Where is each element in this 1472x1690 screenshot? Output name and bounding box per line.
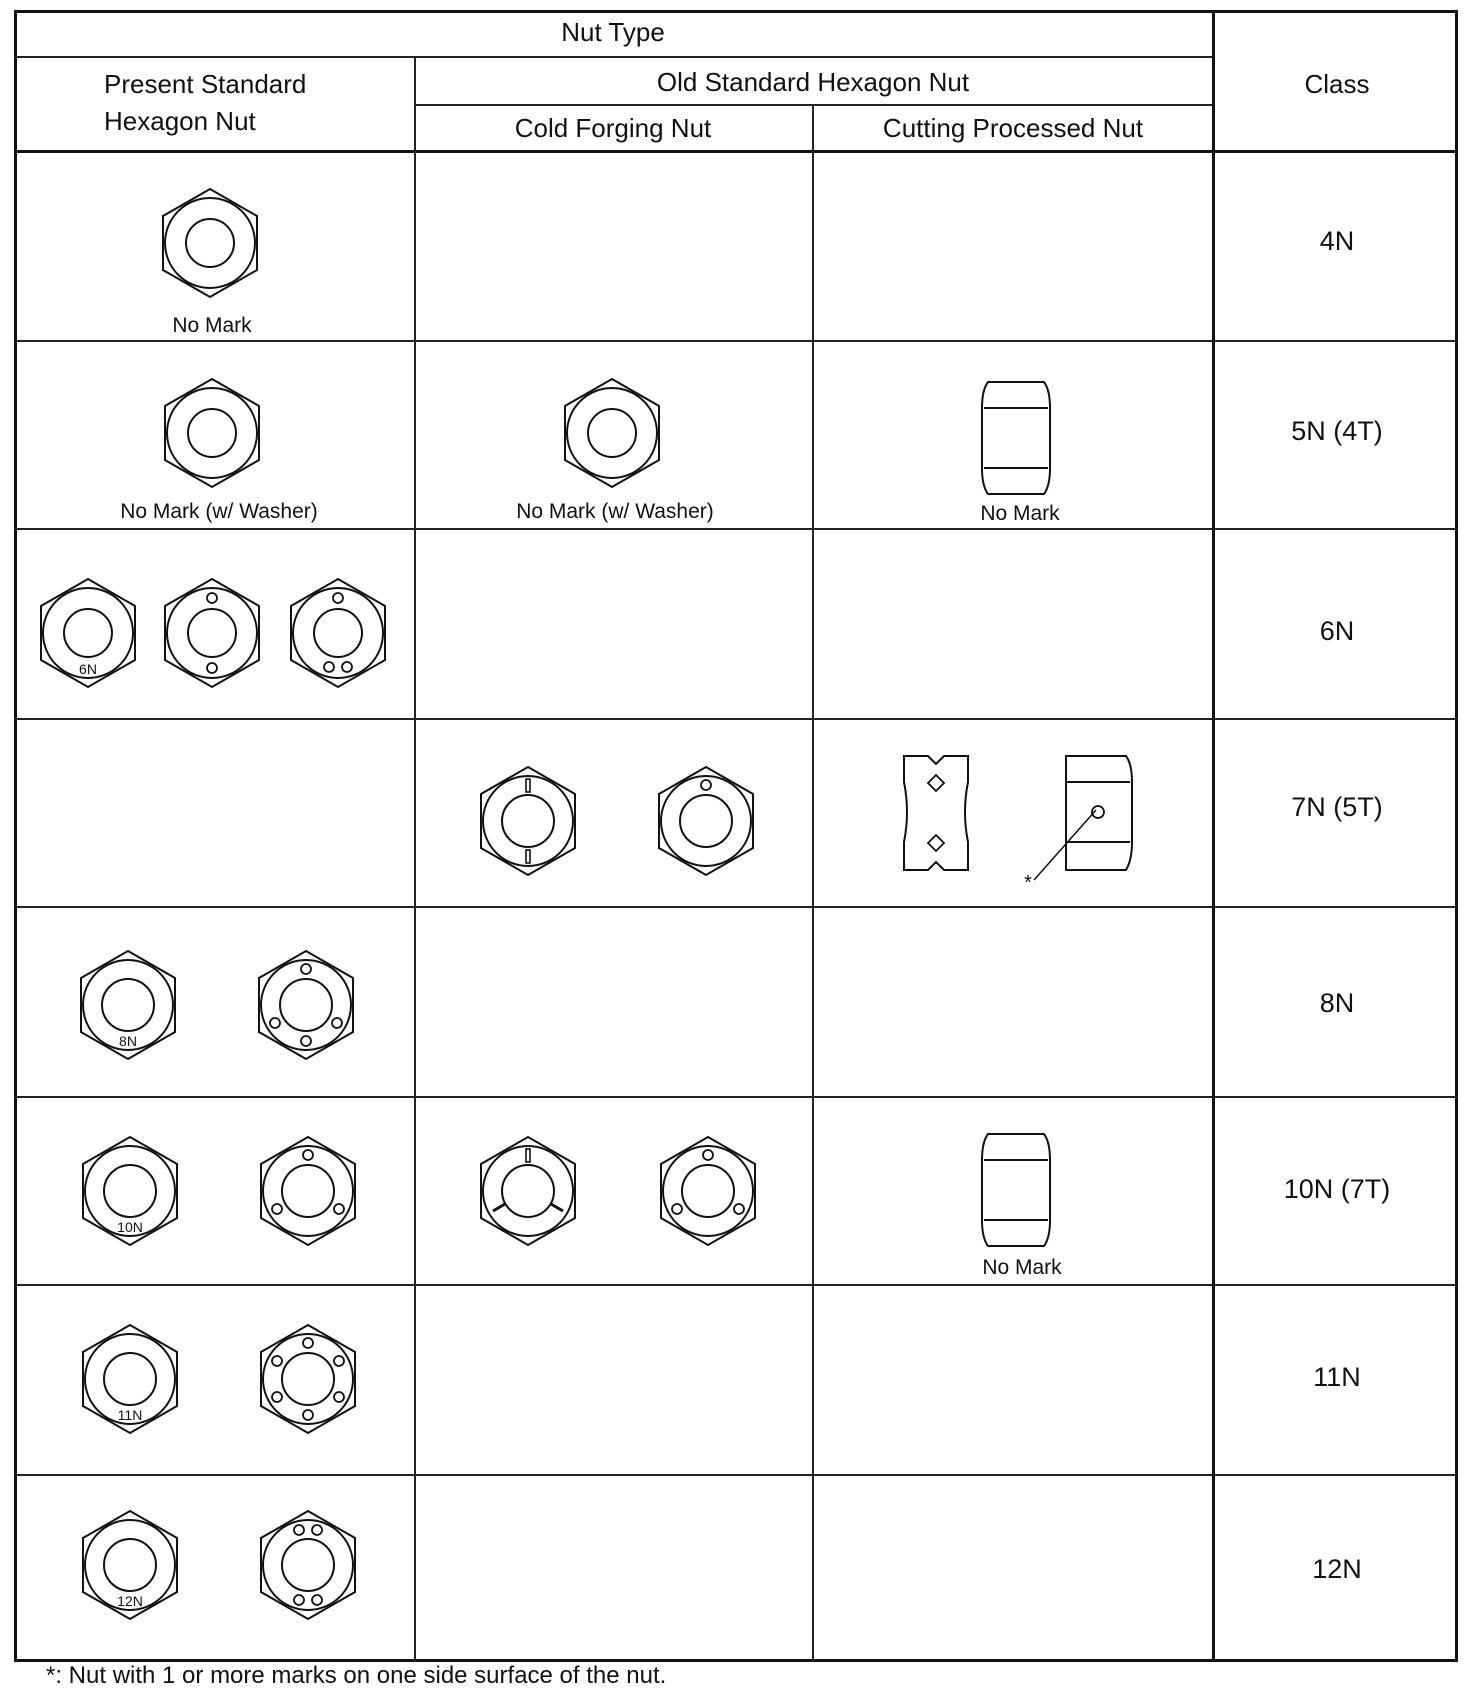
present-standard-header — [104, 66, 306, 140]
row-line — [14, 718, 1458, 720]
hex-nut-icon — [78, 950, 178, 1060]
class-11n: 11N — [1313, 1362, 1361, 1392]
nut-mark-label: 11N — [117, 1407, 143, 1423]
class-column-divider — [1212, 10, 1215, 1662]
caption-no-mark: No Mark — [980, 502, 1060, 525]
hex-nut-icon — [258, 1324, 358, 1434]
hex-nut-icon — [288, 578, 388, 688]
hex-nut-side-view-icon — [902, 754, 970, 872]
hex-nut-icon — [80, 1136, 180, 1246]
class-header: Class — [1304, 69, 1370, 99]
class-5n: 5N (4T) — [1291, 416, 1383, 446]
nut-mark-label: 6N — [79, 661, 97, 677]
caption-no-mark-washer: No Mark (w/ Washer) — [516, 500, 714, 523]
footnote: *: Nut with 1 or more marks on one side surface of the nut. — [46, 1662, 667, 1689]
header-bottom-line — [14, 150, 1458, 153]
class-4n: 4N — [1319, 226, 1355, 256]
nut-mark-label: 12N — [117, 1593, 143, 1609]
asterisk-marker: * — [1024, 872, 1032, 894]
row-line — [14, 1284, 1458, 1286]
hex-nut-icon — [162, 378, 262, 488]
hex-nut-icon — [258, 1136, 358, 1246]
present-standard-header-line1: Present Standard — [104, 69, 307, 99]
hex-nut-icon — [562, 378, 662, 488]
hex-nut-icon — [162, 578, 262, 688]
hex-nut-icon — [80, 1510, 180, 1620]
hex-nut-icon — [658, 1136, 758, 1246]
hex-nut-side-view-icon — [982, 380, 1052, 496]
row-line — [14, 1096, 1458, 1098]
caption-no-mark: No Mark — [982, 1256, 1062, 1279]
nut-mark-label: 8N — [119, 1033, 137, 1049]
row-line — [14, 906, 1458, 908]
grid-line — [812, 104, 814, 1662]
row-line — [14, 528, 1458, 530]
hex-nut-icon — [258, 1510, 358, 1620]
mark-pointer-line — [1030, 808, 1100, 884]
nut-mark-label: 10N — [117, 1219, 143, 1235]
nut-type-header: Nut Type — [561, 17, 665, 47]
class-8n: 8N — [1319, 988, 1355, 1018]
grid-line — [414, 56, 416, 1662]
class-12n: 12N — [1312, 1554, 1362, 1584]
cold-forging-header: Cold Forging Nut — [514, 113, 712, 143]
class-10n: 10N (7T) — [1283, 1174, 1391, 1204]
hex-nut-icon — [256, 950, 356, 1060]
class-7n: 7N (5T) — [1291, 792, 1383, 822]
hex-nut-icon — [478, 1136, 578, 1246]
hex-nut-side-view-icon — [982, 1132, 1052, 1248]
hex-nut-icon — [38, 578, 138, 688]
class-6n: 6N — [1319, 616, 1355, 646]
row-line — [14, 1474, 1458, 1476]
row-line — [14, 340, 1458, 342]
old-standard-header: Old Standard Hexagon Nut — [656, 67, 970, 97]
hex-nut-icon — [160, 188, 260, 298]
hex-nut-icon — [80, 1324, 180, 1434]
hex-nut-icon — [478, 766, 578, 876]
cutting-processed-header: Cutting Processed Nut — [882, 113, 1144, 143]
present-standard-header-line2: Hexagon Nut — [104, 106, 256, 136]
caption-no-mark: No Mark — [172, 314, 252, 337]
caption-no-mark-washer: No Mark (w/ Washer) — [120, 500, 318, 523]
grid-line — [14, 56, 1212, 58]
hex-nut-icon — [656, 766, 756, 876]
